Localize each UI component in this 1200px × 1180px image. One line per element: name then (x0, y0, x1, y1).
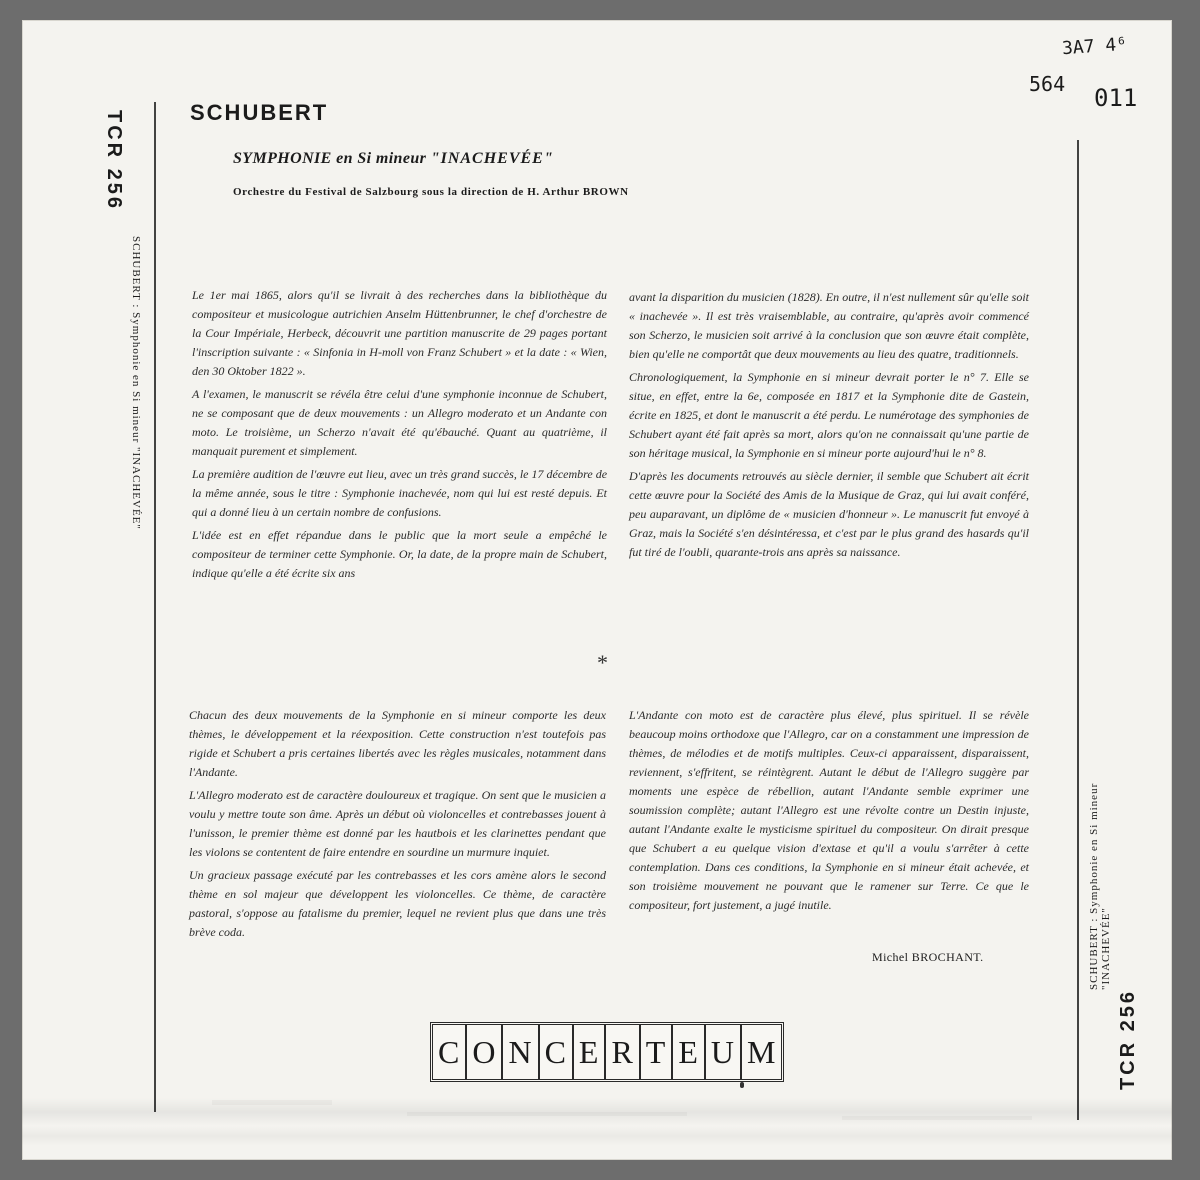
catalog-code-right: TCR 256 (1117, 988, 1139, 1090)
logo-letter: E (574, 1025, 607, 1079)
logo-letter: E (673, 1025, 706, 1079)
logo-letter: O (467, 1025, 503, 1079)
spine-right (1082, 760, 1152, 1090)
logo-letter: C (540, 1025, 574, 1079)
section-separator: * (597, 650, 608, 675)
logo-letter: N (503, 1025, 539, 1079)
paragraph: D'après les documents retrouvés au siècle dernier, il semble que Schubert ait écrit cette œuvre pour la Société des Amis de la Musique de Graz, qui lui avait conféré, peu auparavant, un diplôme de « musicien d'honneur ». Le manuscrit fut envoyé à Graz, mais la Société s'en désintéressa, et c'est par le plus grand des hasards qu'il fut tiré de l'oubli, quarante-trois ans après sa naissance. (629, 469, 1029, 559)
work-prefix: SYMPHONIE en Si mineur (233, 150, 427, 167)
paragraph: La première audition de l'œuvre eut lieu, avec un très grand succès, le 17 décembre de la même année, sous le titre : Symphonie inachevée, nom qui lui est resté depuis. Et qui a donné lieu à un certain nombre de confusions. (192, 467, 608, 519)
paragraph: Chronologiquement, la Symphonie en si mineur devrait porter le n° 7. Elle se situe, en effet, entre la 6e, composée en 1817 et la Symphonie dite de Gastein, écrite en 1825, et dont le manuscrit a été perdu. Le numérotage des symphonies de Schubert ayant été fait après sa mort, alors qu'on ne connaissait qu'une partie de son héritage musical, la Symphonie en si mineur porte aujourd'hui le n° 8. (629, 370, 1029, 460)
performers-line: Orchestre du Festival de Salzbourg sous la direction de H. Arthur BROWN (233, 186, 629, 198)
work-name: "INACHEVÉE" (430, 150, 554, 167)
paragraph: Le 1er mai 1865, alors qu'il se livrait à des recherches dans la bibliothèque du compositeur et musicologue autrichien Anselm Hüttenbrunner, le chef d'orchestre de la Cour Impériale, Herbeck, découvrit une partition manuscrite de 29 pages portant l'inscription suivante : « Sinfonia in H-moll von Franz Schubert » et la date : « Wien, den 30 Oktober 1822 ». (192, 288, 607, 378)
scuff-mark (842, 1116, 1032, 1120)
concerteum-logo (430, 1022, 784, 1082)
composer-title: SCHUBERT (190, 100, 329, 125)
logo-letter: T (641, 1025, 674, 1079)
shrink-wrap-shadow (22, 1126, 1172, 1146)
paragraph: Chacun des deux mouvements de la Symphonie en si mineur comporte les deux thèmes, le développement et la réexposition. Cette construction n'est toutefois pas rigide et Schubert a pris certaines libertés avec les règles musicales, notamment dans l'Andante. (189, 708, 606, 779)
spine-description-left: SCHUBERT : Symphonie en Si mineur "INACHEVÉE" (130, 236, 142, 530)
scuff-mark (407, 1112, 687, 1116)
catalog-code-left: TCR 256 (103, 110, 125, 212)
logo-letter: C (433, 1025, 467, 1079)
logo-letter: R (606, 1025, 640, 1079)
logo-letter: U (706, 1025, 742, 1079)
paragraph: A l'examen, le manuscrit se révéla être celui d'une symphonie inconnue de Schubert, ne se composant que de deux mouvements : un Allegro moderato et un Andante con moto. Le troisième, un Scherzo n'avait été qu'ébauché. Quant au quatrième, il manquait purement et simplement. (192, 387, 607, 458)
work-title (233, 150, 1070, 168)
print-dot (740, 1082, 744, 1088)
paragraph: Un gracieux passage exécuté par les contrebasses et les cors amène alors le second thème en sol majeur que développent les violoncelles. Ce thème, de caractère pastoral, s'oppose au fatalisme du premier, lequel ne revient plus que dans une très brève coda. (189, 868, 606, 939)
paragraph: L'idée est en effet répandue dans le public que la mort seule a empêché le compositeur de terminer cette Symphonie. Or, la date, de la propre main de Schubert, indique qu'elle a été écrite six ans (192, 528, 607, 580)
paragraph: L'Allegro moderato est de caractère douloureux et tragique. On sent que le musicien a voulu y mettre toute son âme. Après un début où violoncelles et contrebasses jouent à l'unisson, le premier thème est donné par les hautbois et les clarinettes pendant que les violons se contentent de faire entendre en sourdine un murmure inquiet. (189, 788, 606, 859)
spine-description-right: SCHUBERT : Symphonie en Si mineur "INACHEVÉE" (1088, 782, 1112, 990)
liner-notes-column-bottom-left (189, 706, 606, 946)
logo-letter: M (747, 1033, 777, 1070)
album-header (190, 100, 1070, 198)
paragraph: L'Andante con moto est de caractère plus élevé, plus spirituel. Il se révèle beaucoup moins orthodoxe que l'Allegro, car on a constamment une impression de thèmes, de mélodies et de motifs multiples. Ceux-ci apparaissent, disparaissent, reviennent, s'effritent, se réintègrent. Autant le début de l'Allegro suggère par moments une espèce de rébellion, autant l'Andante semble exprimer une soumission complète; autant l'Allegro est une révolte contre un Destin injuste, autant l'Andante exalte le mysticisme spirituel du compositeur. On dirait presque que Schubert a eu quelque vision d'extase et qu'il a voulu s'arrêter à cette contemplation. Dans ces conditions, la Symphonie en si mineur était achevée, et son troisième mouvement ne pouvant que le ramener sur Terre. Ce que le compositeur, fort justement, a jugé inutile. (629, 708, 1029, 912)
handwritten-note-low: 011 (1094, 84, 1138, 112)
paragraph: avant la disparition du musicien (1828). En outre, il n'est nullement sûr qu'elle soit « inachevée ». Il est très vraisemblable, au contraire, qu'après avoir commencé son Scherzo, le musicien soit arrivé à la conclusion que son œuvre était complète, bien qu'elle ne comportât que deux mouvements au lieu des quatre, traditionnels. (629, 290, 1029, 361)
spine-left (92, 110, 164, 730)
scuff-mark (212, 1100, 332, 1105)
handwritten-note-top: 3A7 4⁶ (1061, 33, 1128, 60)
liner-notes-column-bottom-right (629, 706, 1029, 919)
author-signature: Michel BROCHANT. (872, 950, 984, 964)
liner-notes-column-top-right (629, 288, 1029, 566)
liner-notes-column-top-left (192, 286, 607, 587)
handwritten-note-mid: 564 (1029, 72, 1066, 96)
spine-rule-right (1077, 140, 1079, 1120)
record-sleeve-back (22, 20, 1172, 1160)
